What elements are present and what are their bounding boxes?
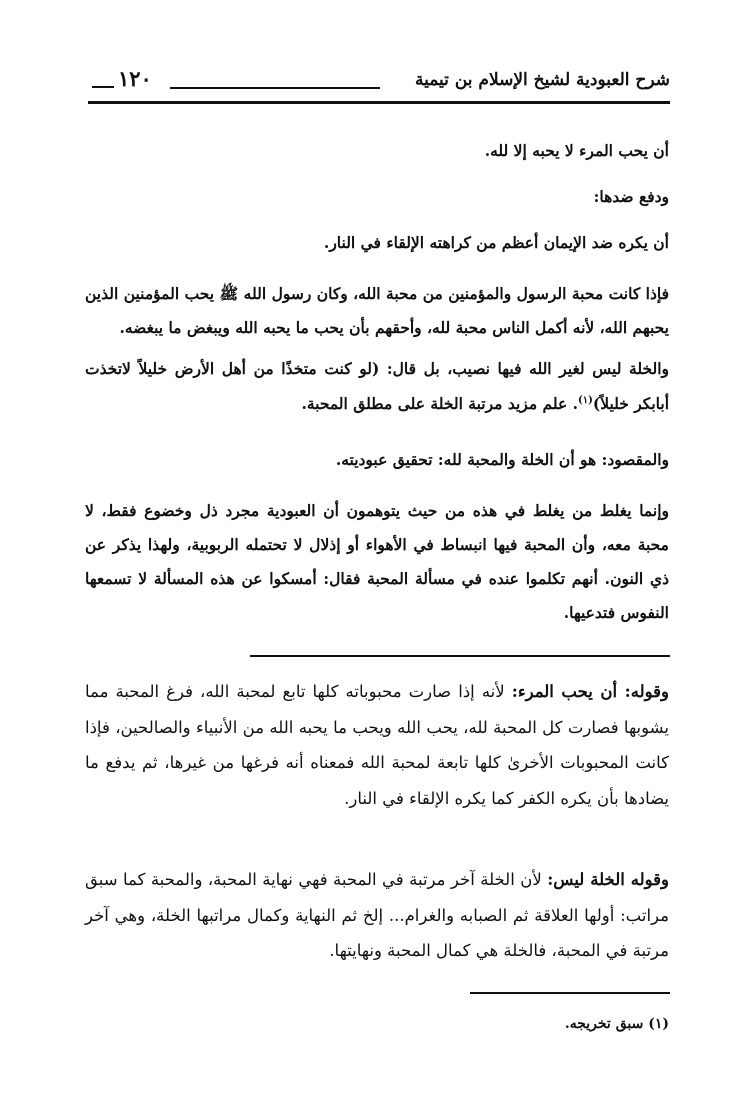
- main-paragraph-4: فإذا كانت محبة الرسول والمؤمنين من محبة الله، وكان رسول الله ﷺ يحب المؤمنين الذين يحبهم الله، لأنه أكمل الناس محبة لله، وأحقهم بأن يحب ما يحبه الله ويبغض ما يبغضه.: [85, 284, 669, 337]
- c1-body: لأنه إذا صارت محبوباته كلها تابع لمحبة الله، فرغ المحبة مما يشوبها فصارت كل المحبة لله، يحب الله ويحب ما يحبه الله من الأنبياء والصالحين، فإذا كانت المحبوبات الأخرىٰ كلها تابعة لمحبة الله فمعناه أنه فرغها من غيرها، ثم يدفع ما يضادها بأن يكره الكفر كما يكره الإلقاء في النار.: [85, 682, 669, 808]
- footnote-reference: (١): [578, 395, 593, 406]
- running-title: شرح العبودية لشيخ الإسلام بن تيمية: [414, 70, 670, 90]
- main-paragraph-7: وإنما يغلط من يغلط في هذه من حيث يتوهمون أن العبودية مجرد ذل وخضوع فقط، لا محبة معه، وأن المحبة فيها انبساط في الأهواء أو إذلال لا تحتمله الربوبية، ولهذا يذكر عن ذي النون. أنهم تكلموا عنده في مسألة المحبة فقال: أمسكوا عن هذه المسألة لا تسمعها النفوس فتدعيها.: [85, 501, 669, 622]
- page-header: [88, 64, 670, 108]
- c1-lead: وقوله: أن يحب المرء:: [511, 682, 670, 701]
- footnote-separator: [470, 992, 670, 994]
- header-dash-line: [170, 87, 380, 89]
- commentary-paragraph-1: [85, 674, 669, 816]
- p5-text: والخلة ليس لغير الله فيها نصيب، بل قال: (لو كنت متخذًا من أهل الأرض خليلاً لاتخذت أبابكر خليلاً): [85, 359, 669, 414]
- c2-body: لأن الخلة آخر مرتبة في المحبة فهي نهاية المحبة، والمحبة كما سبق مراتب: أولها العلاقة ثم الصبابه والغرام... إلخ ثم النهاية وكمال مراتبها الخلة، وهي آخر مرتبة في المحبة، فالخلة هي كمال المحبة ونهايتها.: [85, 870, 669, 960]
- c2-lead: وقوله الخلة ليس:: [547, 870, 669, 889]
- main-paragraph-6: والمقصود: هو أن الخلة والمحبة لله: تحقيق عبوديته.: [335, 450, 669, 469]
- header-rule: [88, 101, 670, 104]
- p5-tail: . علم مزيد مرتبة الخلة على مطلق المحبة.: [301, 394, 579, 414]
- page-number: ١٢٠: [118, 66, 152, 91]
- main-paragraph-3: أن يكره ضد الإيمان أعظم من كراهته الإلقاء في النار.: [323, 233, 669, 252]
- main-paragraph-5: [85, 353, 669, 420]
- footnote: (١) سبق تخريجه.: [564, 1016, 669, 1032]
- commentary-separator: [250, 655, 670, 657]
- main-paragraph-1: أن يحب المرء لا يحبه إلا لله.: [484, 141, 669, 160]
- header-dash-short: [92, 86, 114, 88]
- commentary-paragraph-2: [85, 862, 669, 969]
- main-paragraph-2: ودفع ضدها:: [593, 187, 669, 206]
